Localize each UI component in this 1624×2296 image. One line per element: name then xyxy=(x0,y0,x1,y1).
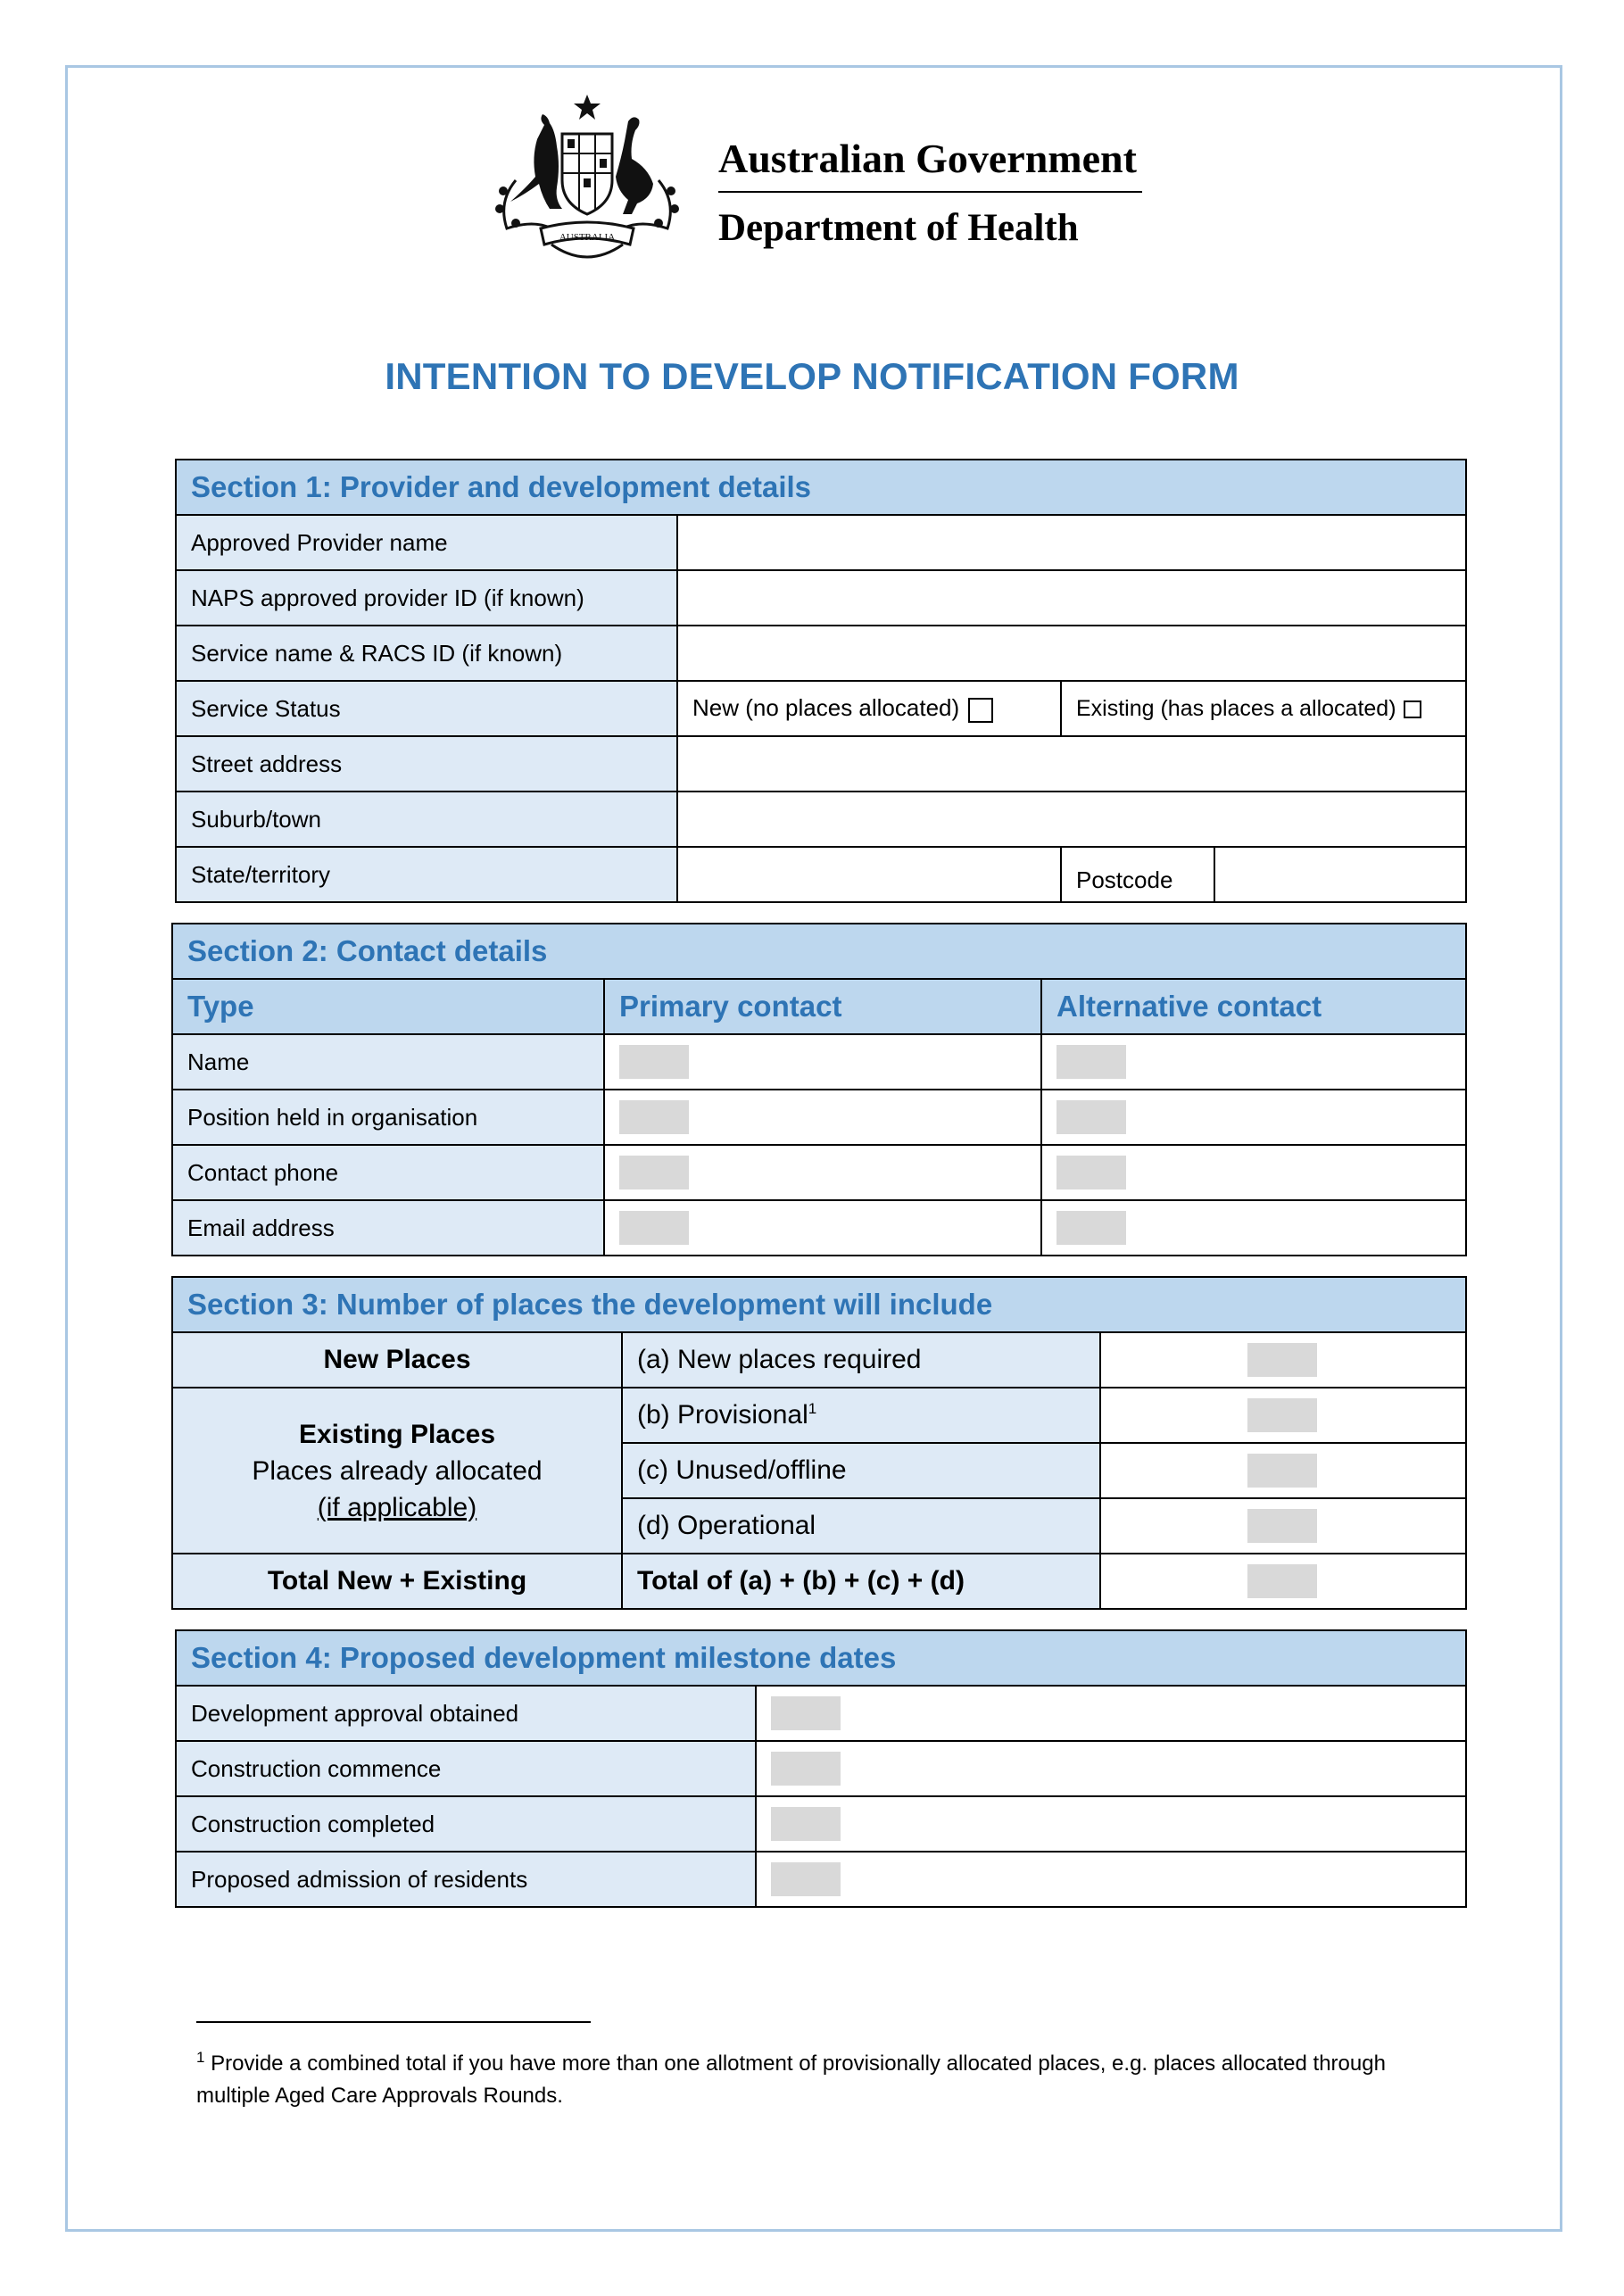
government-header xyxy=(718,134,1142,252)
coat-of-arms-logo xyxy=(480,95,694,266)
construction-commence-label: Construction commence xyxy=(176,1741,756,1796)
footnote xyxy=(196,2042,1428,2112)
total-formula-label: Total of (a) + (b) + (c) + (d) xyxy=(622,1554,1100,1609)
section4-table xyxy=(175,1629,1467,1908)
existing-places-label: Existing Places xyxy=(298,1419,496,1449)
section2-table xyxy=(171,923,1467,1256)
total-new-existing-label: Total New + Existing xyxy=(172,1554,622,1609)
street-label: Street address xyxy=(176,736,677,792)
development-approval-label: Development approval obtained xyxy=(176,1686,756,1741)
status-new-checkbox[interactable] xyxy=(968,698,993,723)
state-label: State/territory xyxy=(176,847,677,902)
postcode-label: Postcode xyxy=(1061,847,1214,902)
total-field[interactable] xyxy=(1247,1564,1317,1598)
primary-phone-field[interactable] xyxy=(619,1156,689,1189)
alternative-position-field[interactable] xyxy=(1056,1100,1126,1134)
footnote-marker: 1 xyxy=(808,1400,817,1417)
contact-phone-label: Contact phone xyxy=(172,1145,604,1200)
status-new-cell xyxy=(677,681,1061,736)
footnote-text: Provide a combined total if you have more than one allotment of provisionally allocated places, e.g. places allocated through multiple Aged Care Approvals Rounds. xyxy=(196,2051,1386,2108)
primary-contact-header: Primary contact xyxy=(604,979,1041,1034)
street-field[interactable] xyxy=(677,736,1466,792)
provisional-label xyxy=(622,1388,1100,1443)
new-places-label: New Places xyxy=(172,1332,622,1388)
postcode-field[interactable] xyxy=(1214,847,1466,902)
department-name: Department of Health xyxy=(718,207,1079,249)
status-existing-cell xyxy=(1061,681,1466,736)
unused-offline-field[interactable] xyxy=(1247,1454,1317,1488)
new-places-required-label: (a) New places required xyxy=(622,1332,1100,1388)
service-status-label: Service Status xyxy=(176,681,677,736)
section1-table xyxy=(175,459,1467,903)
admission-residents-label: Proposed admission of residents xyxy=(176,1852,756,1907)
footnote-divider xyxy=(196,2021,591,2023)
status-existing-checkbox[interactable] xyxy=(1404,700,1421,718)
primary-name-field[interactable] xyxy=(619,1045,689,1079)
alternative-contact-header: Alternative contact xyxy=(1041,979,1466,1034)
provisional-field[interactable] xyxy=(1247,1398,1317,1432)
section3-heading: Section 3: Number of places the development will include xyxy=(172,1277,1466,1332)
contact-position-label: Position held in organisation xyxy=(172,1090,604,1145)
operational-field[interactable] xyxy=(1247,1509,1317,1543)
primary-email-field[interactable] xyxy=(619,1211,689,1245)
state-field[interactable] xyxy=(677,847,1061,902)
type-column-header: Type xyxy=(172,979,604,1034)
if-applicable-note: (if applicable) xyxy=(317,1492,477,1522)
suburb-label: Suburb/town xyxy=(176,792,677,847)
primary-position-field[interactable] xyxy=(619,1100,689,1134)
service-name-field[interactable] xyxy=(677,626,1466,681)
existing-places-subtitle: Places already allocated xyxy=(252,1455,543,1486)
contact-email-label: Email address xyxy=(172,1200,604,1256)
admission-residents-date-field[interactable] xyxy=(771,1862,841,1896)
status-new-label: New (no places allocated) xyxy=(692,694,960,722)
construction-commence-date-field[interactable] xyxy=(771,1752,841,1786)
alternative-name-field[interactable] xyxy=(1056,1045,1126,1079)
existing-places-cell xyxy=(172,1388,622,1554)
provider-name-field[interactable] xyxy=(677,515,1466,570)
government-name: Australian Government xyxy=(718,136,1137,181)
footnote-number: 1 xyxy=(196,2049,205,2066)
provisional-text: (b) Provisional xyxy=(637,1400,808,1430)
contact-name-label: Name xyxy=(172,1034,604,1090)
section4-heading: Section 4: Proposed development milestone dates xyxy=(176,1630,1466,1686)
alternative-email-field[interactable] xyxy=(1056,1211,1126,1245)
service-name-label: Service name & RACS ID (if known) xyxy=(176,626,677,681)
alternative-phone-field[interactable] xyxy=(1056,1156,1126,1189)
naps-id-label: NAPS approved provider ID (if known) xyxy=(176,570,677,626)
suburb-field[interactable] xyxy=(677,792,1466,847)
operational-label: (d) Operational xyxy=(622,1498,1100,1554)
header-divider xyxy=(718,191,1142,193)
construction-completed-label: Construction completed xyxy=(176,1796,756,1852)
status-existing-label: Existing (has places a allocated) xyxy=(1076,695,1396,721)
new-places-required-field[interactable] xyxy=(1247,1343,1317,1377)
construction-completed-date-field[interactable] xyxy=(771,1807,841,1841)
crest-scroll-text: AUSTRALIA xyxy=(559,232,616,243)
section2-heading: Section 2: Contact details xyxy=(172,924,1466,979)
provider-name-label: Approved Provider name xyxy=(176,515,677,570)
form-title: INTENTION TO DEVELOP NOTIFICATION FORM xyxy=(385,355,1239,397)
naps-id-field[interactable] xyxy=(677,570,1466,626)
section3-table xyxy=(171,1276,1467,1610)
development-approval-date-field[interactable] xyxy=(771,1696,841,1730)
section1-heading: Section 1: Provider and development details xyxy=(176,460,1466,515)
unused-offline-label: (c) Unused/offline xyxy=(622,1443,1100,1498)
